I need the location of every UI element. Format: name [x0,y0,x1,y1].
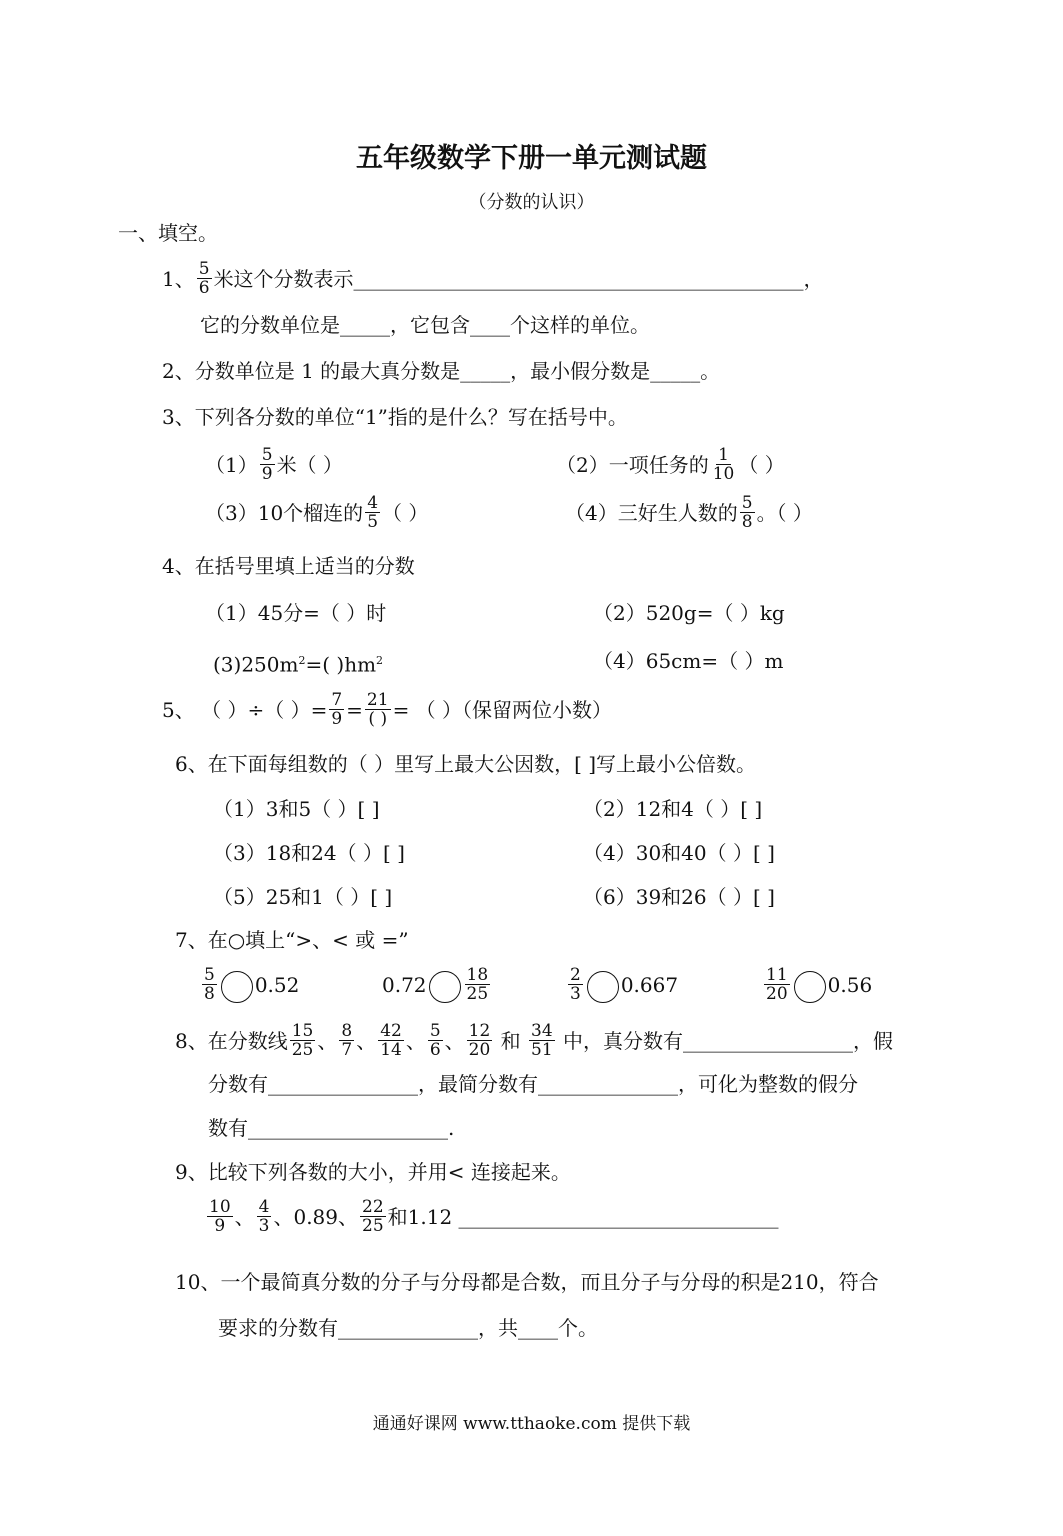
fraction: $\frac{15}{25}$ [291,1021,314,1060]
fraction: $\frac{8}{7}$ [341,1021,353,1060]
circle-icon [794,971,826,1003]
fraction: $\frac{5}{8}$ [741,493,753,532]
question-4c: $(3)250m^2=$( )$hm^2$ [213,652,384,677]
fraction: $\frac{2}{3}$ [570,965,581,1004]
question-7b: 0.72 $\frac{18}{25}$ [382,965,489,1004]
question-10: 10、一个最简真分数的分子与分母都是合数，而且分子与分母的积是210，符合 [175,1270,879,1294]
question-number: 1、 [162,267,195,291]
fraction: $\frac{4}{5}$ [367,493,379,532]
question-8: 8、在分数线 $\frac{15}{25}$ 、 $\frac{8}{7}$ 、 $\frac{42}{14}$ 、 $\frac{5}{6}$ 、 $\frac{12}{20}$ 和 $\frac{34}{51}$ 中，真分数有_________________，假 [175,1021,894,1060]
fraction: $\frac{1}{10}$ [712,445,735,484]
question-4: 4、在括号里填上适当的分数 [162,554,415,578]
question-7c: $\frac{2}{3}$ 0.667 [570,965,679,1004]
fraction: $\frac{34}{51}$ [531,1021,553,1060]
circle-icon [429,971,461,1003]
question-6-item: （1）3和5（ ）[ ] [213,797,380,821]
question-text: 米这个分数表示_____________________________________________， [213,267,824,291]
question-4d: （4）65cm=（ ）m [593,649,784,673]
fraction: $\frac{5}{6}$ [429,1021,441,1060]
question-9-line2: $\frac{10}{9}$ 、 $\frac{4}{3}$ 、0.89、 $\frac{22}{25}$ 和1.12 ________________________________ [209,1197,779,1236]
question-1-line2: 它的分数单位是_____，它包含____个这样的单位。 [200,313,650,337]
question-1 [162,259,824,299]
question-6-item: （3）18和24（ ）[ ] [213,841,405,865]
fraction: $\frac{12}{20}$ [468,1021,491,1060]
footer-text: 通通好课网 www.tthaoke.com 提供下载 [372,1414,691,1434]
question-4a: （1）45分=（ ）时 [205,601,387,625]
question-7: 7、在○填上“>、< 或 =” [175,928,409,952]
question-9: 9、比较下列各数的大小，并用< 连接起来。 [175,1160,571,1184]
question-3b: （2）一项任务的 $\frac{1}{10}$ （ ） [556,445,785,484]
question-5: 5、 （ ）÷（ ）= $\frac{7}{9}$ = $\frac{21}{( )}$ = （ ）（保留两位小数） [162,690,613,729]
fraction: $\frac{4}{3}$ [258,1197,270,1236]
fraction: $\frac{18}{25}$ [466,965,489,1004]
question-8-line2: 分数有_______________，最简分数有______________，可化为整数的假分 [208,1072,858,1096]
fraction: $\frac{5}{6}$ [198,259,210,298]
question-6-item: （4）30和40（ ）[ ] [583,841,775,865]
question-3a: （1） $\frac{5}{9}$ 米（ ） [205,445,343,484]
question-3: 3、下列各分数的单位“1”指的是什么？写在括号中。 [162,405,628,429]
question-3c: （3）10个榴连的 $\frac{4}{5}$ （ ） [205,493,429,532]
question-7a: $\frac{5}{8}$ 0.52 [204,965,300,1004]
question-6-item: （6）39和26（ ）[ ] [583,885,775,909]
fraction: $\frac{22}{25}$ [362,1197,384,1236]
question-8-line3: 数有____________________. [208,1116,455,1140]
question-2: 2、分数单位是 1 的最大真分数是_____，最小假分数是_____。 [162,359,721,383]
question-4b: （2）520g=（ ）kg [593,601,785,625]
section-heading: 一、填空。 [118,221,218,245]
circle-icon [587,971,619,1003]
fraction: $\frac{10}{9}$ [209,1197,231,1236]
circle-icon [221,971,253,1003]
fraction: $\frac{7}{9}$ [331,690,343,729]
fraction: $\frac{21}{( )}$ [366,690,389,729]
page-title: 五年级数学下册一单元测试题 [356,143,707,174]
question-10-line2: 要求的分数有______________，共____个。 [218,1316,598,1340]
fraction: $\frac{11}{20}$ [766,965,788,1004]
question-6-item: （5）25和1（ ）[ ] [213,885,393,909]
fraction: $\frac{5}{8}$ [204,965,215,1004]
question-3d: （4）三好生人数的 $\frac{5}{8}$ 。（ ） [565,493,813,532]
page-subtitle: （分数的认识） [468,192,595,213]
fraction: $\frac{5}{9}$ [261,445,273,484]
fraction: $\frac{42}{14}$ [380,1021,402,1060]
question-6: 6、在下面每组数的（ ）里写上最大公因数，[ ]写上最小公倍数。 [175,752,757,776]
question-6-item: （2）12和4（ ）[ ] [583,797,763,821]
question-7d: $\frac{11}{20}$ 0.56 [766,965,873,1004]
